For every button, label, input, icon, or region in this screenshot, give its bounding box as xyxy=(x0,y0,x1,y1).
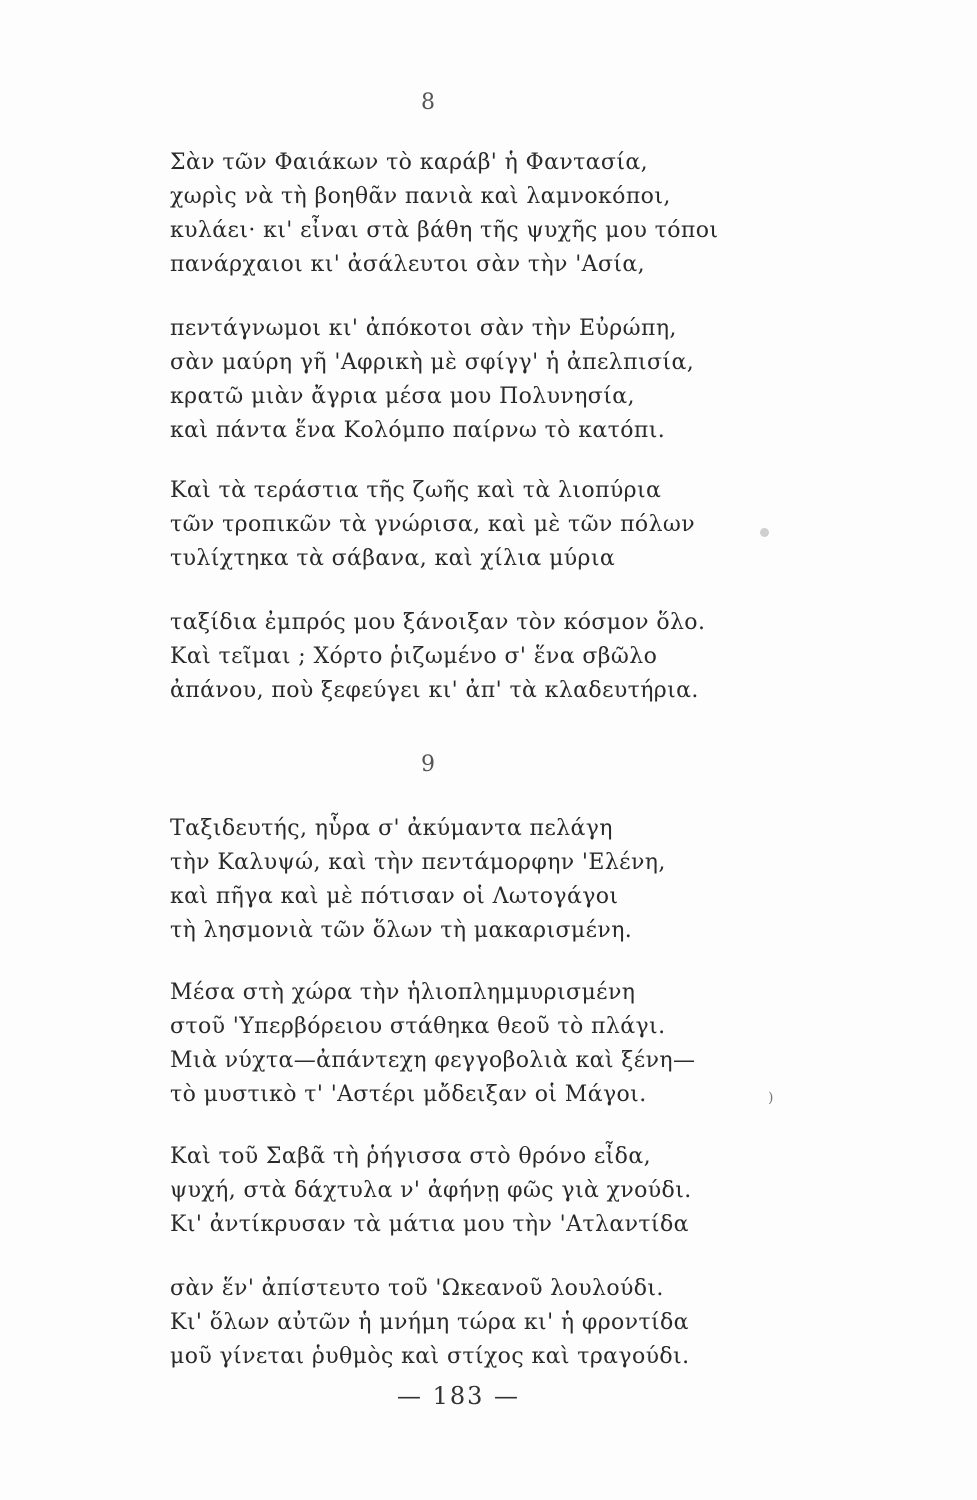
poem-line: Καὶ τεῖμαι ; Χόρτο ῥιζωμένο σ' ἕνα σβῶλο xyxy=(170,644,658,669)
poem-line: στοῦ 'Υπερβόρειου στάθηκα θεοῦ τὸ πλάγι. xyxy=(170,1014,666,1039)
poem-line: κυλάει· κι' εἶναι στὰ βάθη τῆς ψυχῆς μου τόποι xyxy=(170,218,719,243)
poem-line: τὸ μυστικὸ τ' 'Αστέρι μὄδειξαν οἱ Μάγοι. xyxy=(170,1082,647,1107)
scan-speck xyxy=(760,528,769,537)
poem-line: σὰν ἕν' ἀπίστευτο τοῦ 'Ωκεανοῦ λουλούδι. xyxy=(170,1276,664,1301)
poem-line: Σὰν τῶν Φαιάκων τὸ καράβ' ἡ Φαντασία, xyxy=(170,150,649,175)
poem-line: Κι' ὅλων αὐτῶν ἡ μνήμη τώρα κι' ἡ φροντίδα xyxy=(170,1310,689,1335)
poem-line: τῶν τροπικῶν τὰ γνώρισα, καὶ μὲ τῶν πόλων xyxy=(170,512,696,537)
poem-line: σὰν μαύρη γῆ 'Αφρικὴ μὲ σφίγγ' ἡ ἀπελπισία, xyxy=(170,350,695,375)
page-number: — 183 — xyxy=(396,1382,521,1410)
poem-line: πεντάγνωμοι κι' ἀπόκοτοι σὰν τὴν Εὐρώπη, xyxy=(170,316,677,341)
poem-line: τὴ λησμονιὰ τῶν ὅλων τὴ μακαρισμένη. xyxy=(170,918,633,943)
poem-line: Καὶ τοῦ Σαβᾶ τὴ ῥήγισσα στὸ θρόνο εἶδα, xyxy=(170,1144,651,1169)
stray-mark: ) xyxy=(768,1090,774,1106)
page-number-footer xyxy=(0,1382,977,1410)
poem-line: τυλίχτηκα τὰ σάβανα, καὶ χίλια μύρια xyxy=(170,546,616,571)
poem-line: πανάρχαιοι κι' ἀσάλευτοι σὰν τὴν 'Ασία, xyxy=(170,252,646,277)
poem-9-number: 9 xyxy=(421,752,436,777)
poem-line: τὴν Καλυψώ, καὶ τὴν πεντάμορφην 'Ελένη, xyxy=(170,850,666,875)
poem-line: ταξίδια ἐμπρός μου ξάνοιξαν τὸν κόσμον ὅλο. xyxy=(170,610,706,635)
poem-line: μοῦ γίνεται ῥυθμὸς καὶ στίχος καὶ τραγούδι. xyxy=(170,1344,690,1369)
poem-line: ψυχή, στὰ δάχτυλα ν' ἀφήνῃ φῶς γιὰ χνούδι. xyxy=(170,1178,692,1203)
poem-line: Μιὰ νύχτα—ἀπάντεχη φεγγοβολιὰ καὶ ξένη— xyxy=(170,1048,696,1073)
poem-line: κρατῶ μιὰν ἄγρια μέσα μου Πολυνησία, xyxy=(170,384,635,409)
poem-line: Ταξιδευτής, ηὗρα σ' ἀκύμαντα πελάγη xyxy=(170,816,613,841)
poem-line: Καὶ τὰ τεράστια τῆς ζωῆς καὶ τὰ λιοπύρια xyxy=(170,478,662,503)
poem-line: καὶ πάντα ἕνα Κολόμπο παίρνω τὸ κατόπι. xyxy=(170,418,666,443)
poem-8-number: 8 xyxy=(421,90,436,115)
poem-line: χωρὶς νὰ τὴ βοηθᾶν πανιὰ καὶ λαμνοκόποι, xyxy=(170,184,671,209)
poem-line: Κι' ἀντίκρυσαν τὰ μάτια μου τὴν 'Ατλαντίδα xyxy=(170,1212,689,1237)
poem-line: καὶ πῆγα καὶ μὲ πότισαν οἱ Λωτογάγοι xyxy=(170,884,619,909)
poem-line: ἀπάνου, ποὺ ξεφεύγει κι' ἀπ' τὰ κλαδευτήρια. xyxy=(170,678,699,703)
poem-line: Μέσα στὴ χώρα τὴν ἡλιοπλημμυρισμένη xyxy=(170,980,636,1005)
